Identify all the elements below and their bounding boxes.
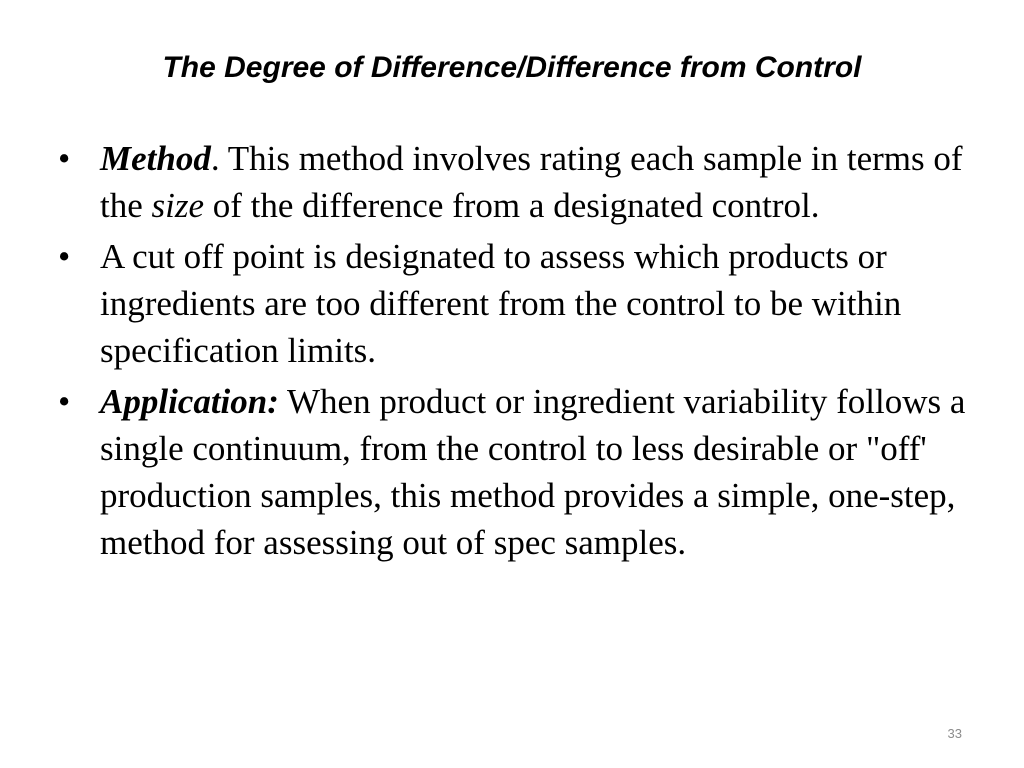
bullet-icon: • <box>58 382 71 421</box>
bullet-icon: • <box>58 139 71 178</box>
bullet-item-application <box>58 378 978 566</box>
bullet-lead-application: Application: <box>100 382 279 421</box>
slide-title: The Degree of Difference/Difference from Control <box>162 51 862 84</box>
bullet-text: This method involves rating each sample in terms of the <box>100 139 963 225</box>
bullet-item-cutoff <box>58 233 978 374</box>
bullet-lead-method: Method <box>100 139 211 178</box>
bullet-item-method <box>58 135 978 229</box>
bullet-text: When product or ingredient variability follows a single continuum, from the control to less desirable or "off' production samples, this method provides a simple, one-step, method for assessing out of spec samples. <box>100 382 966 562</box>
page-number: 33 <box>947 726 962 741</box>
bullet-lead-punct: . <box>210 139 220 178</box>
bullet-text: A cut off point is designated to assess which products or ingredients are too different from the control to be within specification limits. <box>100 237 902 370</box>
bullet-icon: • <box>58 237 71 276</box>
bullet-emphasis-size: size <box>151 186 205 225</box>
bullet-list <box>58 135 978 570</box>
bullet-text: of the difference from a designated control. <box>204 186 820 225</box>
